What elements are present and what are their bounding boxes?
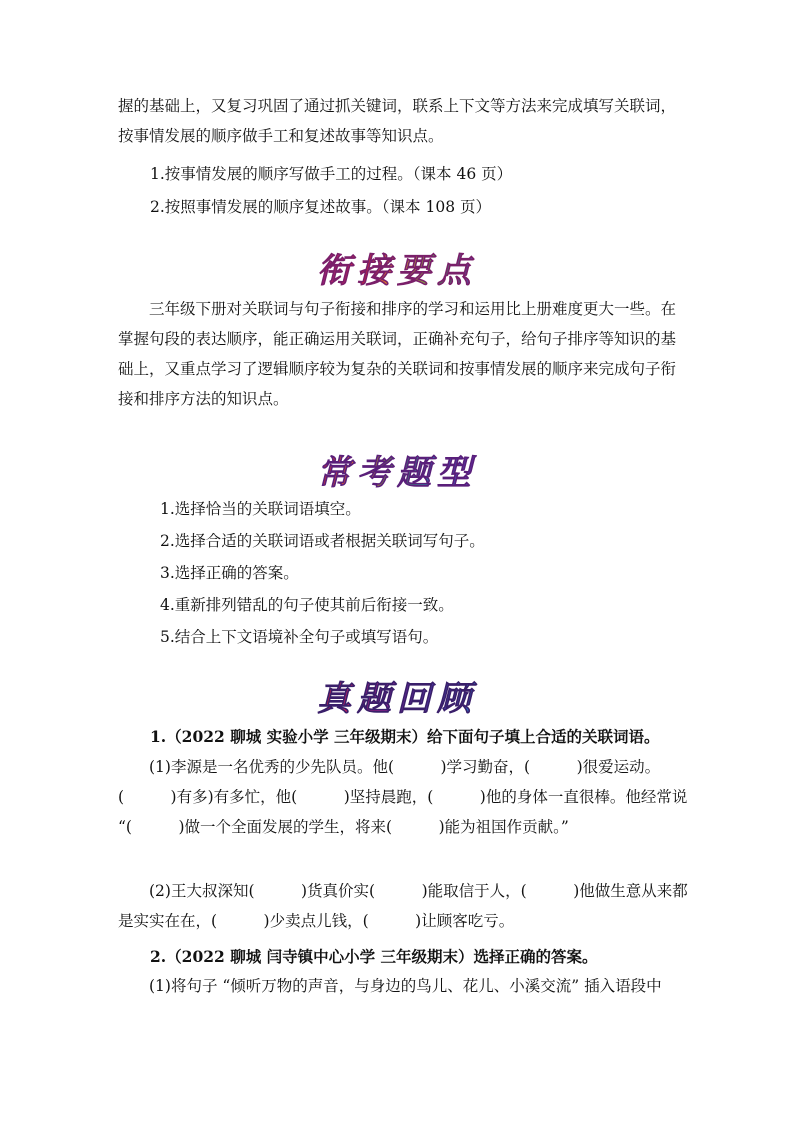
question-1-part-1: (1)李源是一名优秀的少先队员。他( )学习勤奋，( )很爱运动。( )有多)有多忙，他( )坚持晨跑，( )他的身体一直很棒。他经常说 “( )做一个全面发展的学生，将来( )能为祖国作贡献。” (118, 758, 688, 836)
intro-item-2: 2.按照事情发展的顺序复述故事。（课本 108 页） (150, 198, 491, 216)
question-2-title: 2.（2022 聊城 闫寺镇中心小学 三年级期末）选择正确的答案。 (150, 947, 598, 966)
section-heading-past-exams (0, 676, 794, 720)
type-item-1: 1.选择恰当的关联词语填空。 (160, 500, 361, 518)
intro-item-1: 1.按事情发展的顺序写做手工的过程。（课本 46 页） (150, 165, 513, 183)
type-item-3: 3.选择正确的答案。 (160, 564, 299, 582)
type-item-5: 5.结合上下文语境补全句子或填写语句。 (160, 628, 439, 646)
section-heading-common-types (0, 450, 794, 494)
section1-body: 三年级下册对关联词与句子衔接和排序的学习和运用比上册难度更大一些。在掌握句段的表达顺序，能正确运用关联词，正确补充句子，给句子排序等知识的基础上，又重点学习了逻辑顺序较为复杂的关联词和按事情发展的顺序来完成句子衔接和排序方法的知识点。 (118, 300, 677, 408)
type-item-4: 4.重新排列错乱的句子使其前后衔接一致。 (160, 596, 454, 614)
type-item-2: 2.选择合适的关联词语或者根据关联词写句子。 (160, 532, 485, 550)
section2-title: 常考题型 (317, 453, 477, 493)
section1-title: 衔接要点 (317, 251, 477, 291)
intro-line-1: 握的基础上，又复习巩固了通过抓关键词，联系上下文等方法来完成填写关联词， (118, 97, 677, 115)
question-2-part-1: (1)将句子 “倾听万物的声音，与身边的鸟儿、花儿、小溪交流” 插入语段中 (149, 977, 662, 995)
section3-title: 真题回顾 (317, 679, 477, 719)
intro-line-2: 按事情发展的顺序做手工和复述故事等知识点。 (118, 127, 444, 145)
question-1-title: 1.（2022 聊城 实验小学 三年级期末）给下面句子填上合适的关联词语。 (150, 727, 660, 746)
question-1-part-2: (2)王大叔深知( )货真价实( )能取信于人，( )他做生意从来都是实实在在，( )少卖点儿钱，( )让顾客吃亏。 (118, 882, 688, 930)
section-heading-linking-points (0, 248, 794, 292)
